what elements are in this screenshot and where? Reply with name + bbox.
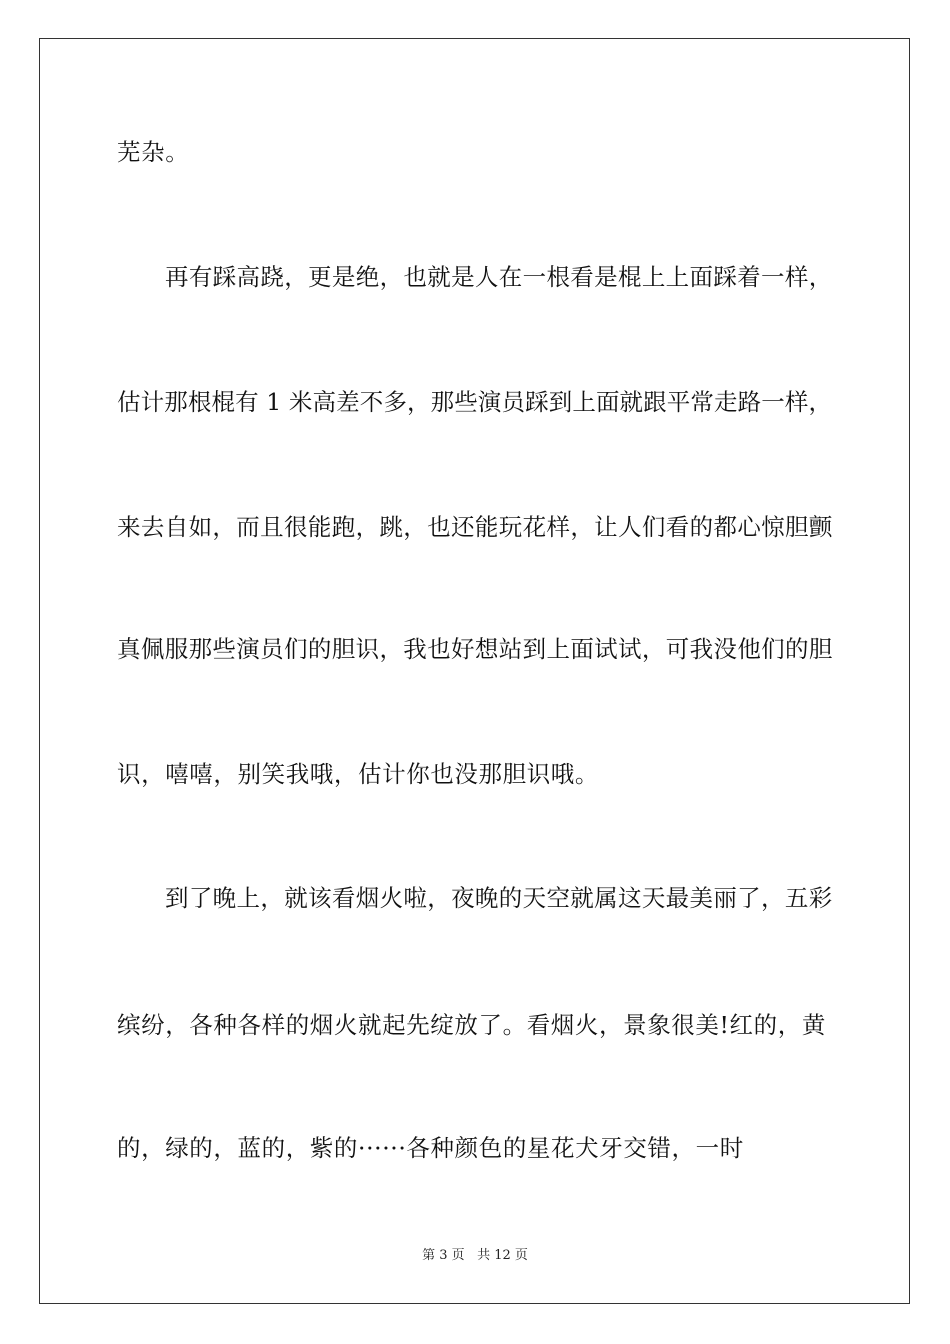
text-line: 的，绿的，蓝的，紫的······各种颜色的星花犬牙交错，一时: [117, 1134, 744, 1162]
text-line: 估计那根棍有 1 米高差不多，那些演员踩到上面就跟平常走路一样，: [117, 388, 833, 416]
page-number: 第 3 页: [422, 1248, 465, 1263]
page-footer: [0, 1247, 950, 1265]
text-line: 来去自如，而且很能跑，跳，也还能玩花样，让人们看的都心惊胆颤: [117, 513, 833, 541]
text-line: 真佩服那些演员们的胆识，我也好想站到上面试试，可我没他们的胆: [117, 635, 833, 663]
page-border: [39, 38, 910, 1304]
paragraph-start-line: 到了晚上，就该看烟火啦，夜晚的天空就属这天最美丽了，五彩: [165, 884, 833, 912]
page-total: 共 12 页: [477, 1248, 528, 1263]
text-line: 识，嘻嘻，别笑我哦，估计你也没那胆识哦。: [117, 760, 599, 788]
paragraph-start-line: 再有踩高跷，更是绝，也就是人在一根看是棍上上面踩着一样，: [165, 263, 833, 291]
text-line: 芜杂。: [117, 138, 190, 166]
text-line: 缤纷，各种各样的烟火就起先绽放了。看烟火，景象很美!红的，黄: [117, 1011, 826, 1039]
